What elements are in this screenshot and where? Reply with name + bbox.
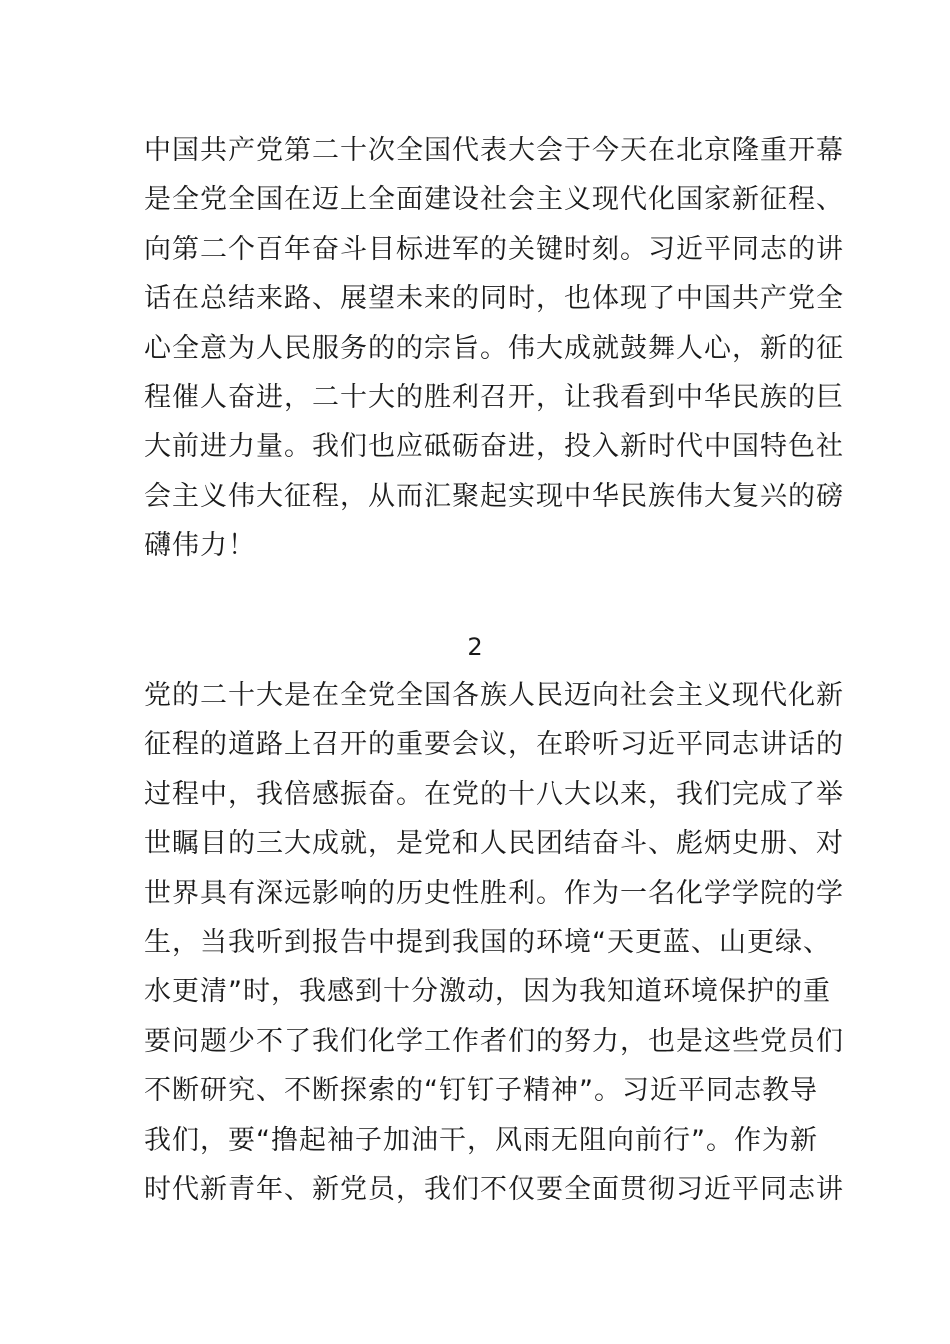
paragraph-line: 向第二个百年奋斗目标进军的关键时刻。习近平同志的讲 [144,233,844,265]
paragraph-2 [144,671,844,1214]
paragraph-line: 是全党全国在迈上全面建设社会主义现代化国家新征程、 [144,184,844,216]
paragraph-line: 话在总结来路、展望未来的同时，也体现了中国共产党全 [144,283,844,315]
paragraph-line: 我们，要“撸起袖子加油干，风雨无阻向前行”。作为新 [144,1124,818,1156]
paragraph-line: 水更清”时，我感到十分激动，因为我知道环境保护的重 [144,976,831,1008]
paragraph-line: 世瞩目的三大成就，是党和人民团结奋斗、彪炳史册、对 [144,828,844,860]
paragraph-line: 心全意为人民服务的的宗旨。伟大成就鼓舞人心，新的征 [144,332,844,364]
paragraph-line: 不断研究、不断探索的“钉钉子精神”。习近平同志教导 [144,1075,818,1107]
paragraph-line: 时代新青年、新党员，我们不仅要全面贯彻习近平同志讲 [144,1173,844,1205]
paragraph-line: 过程中，我倍感振奋。在党的十八大以来，我们完成了举 [144,778,844,810]
paragraph-line: 程催人奋进，二十大的胜利召开，让我看到中华民族的巨 [144,381,844,413]
paragraph-line: 会主义伟大征程，从而汇聚起实现中华民族伟大复兴的磅 [144,480,844,512]
paragraph-line: 礴伟力！ [144,530,256,562]
paragraph-line: 世界具有深远影响的历史性胜利。作为一名化学学院的学 [144,877,844,909]
paragraph-line: 征程的道路上召开的重要会议，在聆听习近平同志讲话的 [144,729,844,761]
paragraph-line: 中国共产党第二十次全国代表大会于今天在北京隆重开幕 [144,135,844,166]
paragraph-line: 要问题少不了我们化学工作者们的努力，也是这些党员们 [144,1025,844,1057]
paragraph-1 [144,126,844,571]
paragraph-line: 党的二十大是在全党全国各族人民迈向社会主义现代化新 [144,680,844,711]
section-number: 2 [467,633,483,661]
paragraph-line: 生，当我听到报告中提到我国的环境“天更蓝、山更绿、 [144,926,831,958]
paragraph-line: 大前进力量。我们也应砥砺奋进，投入新时代中国特色社 [144,431,844,463]
